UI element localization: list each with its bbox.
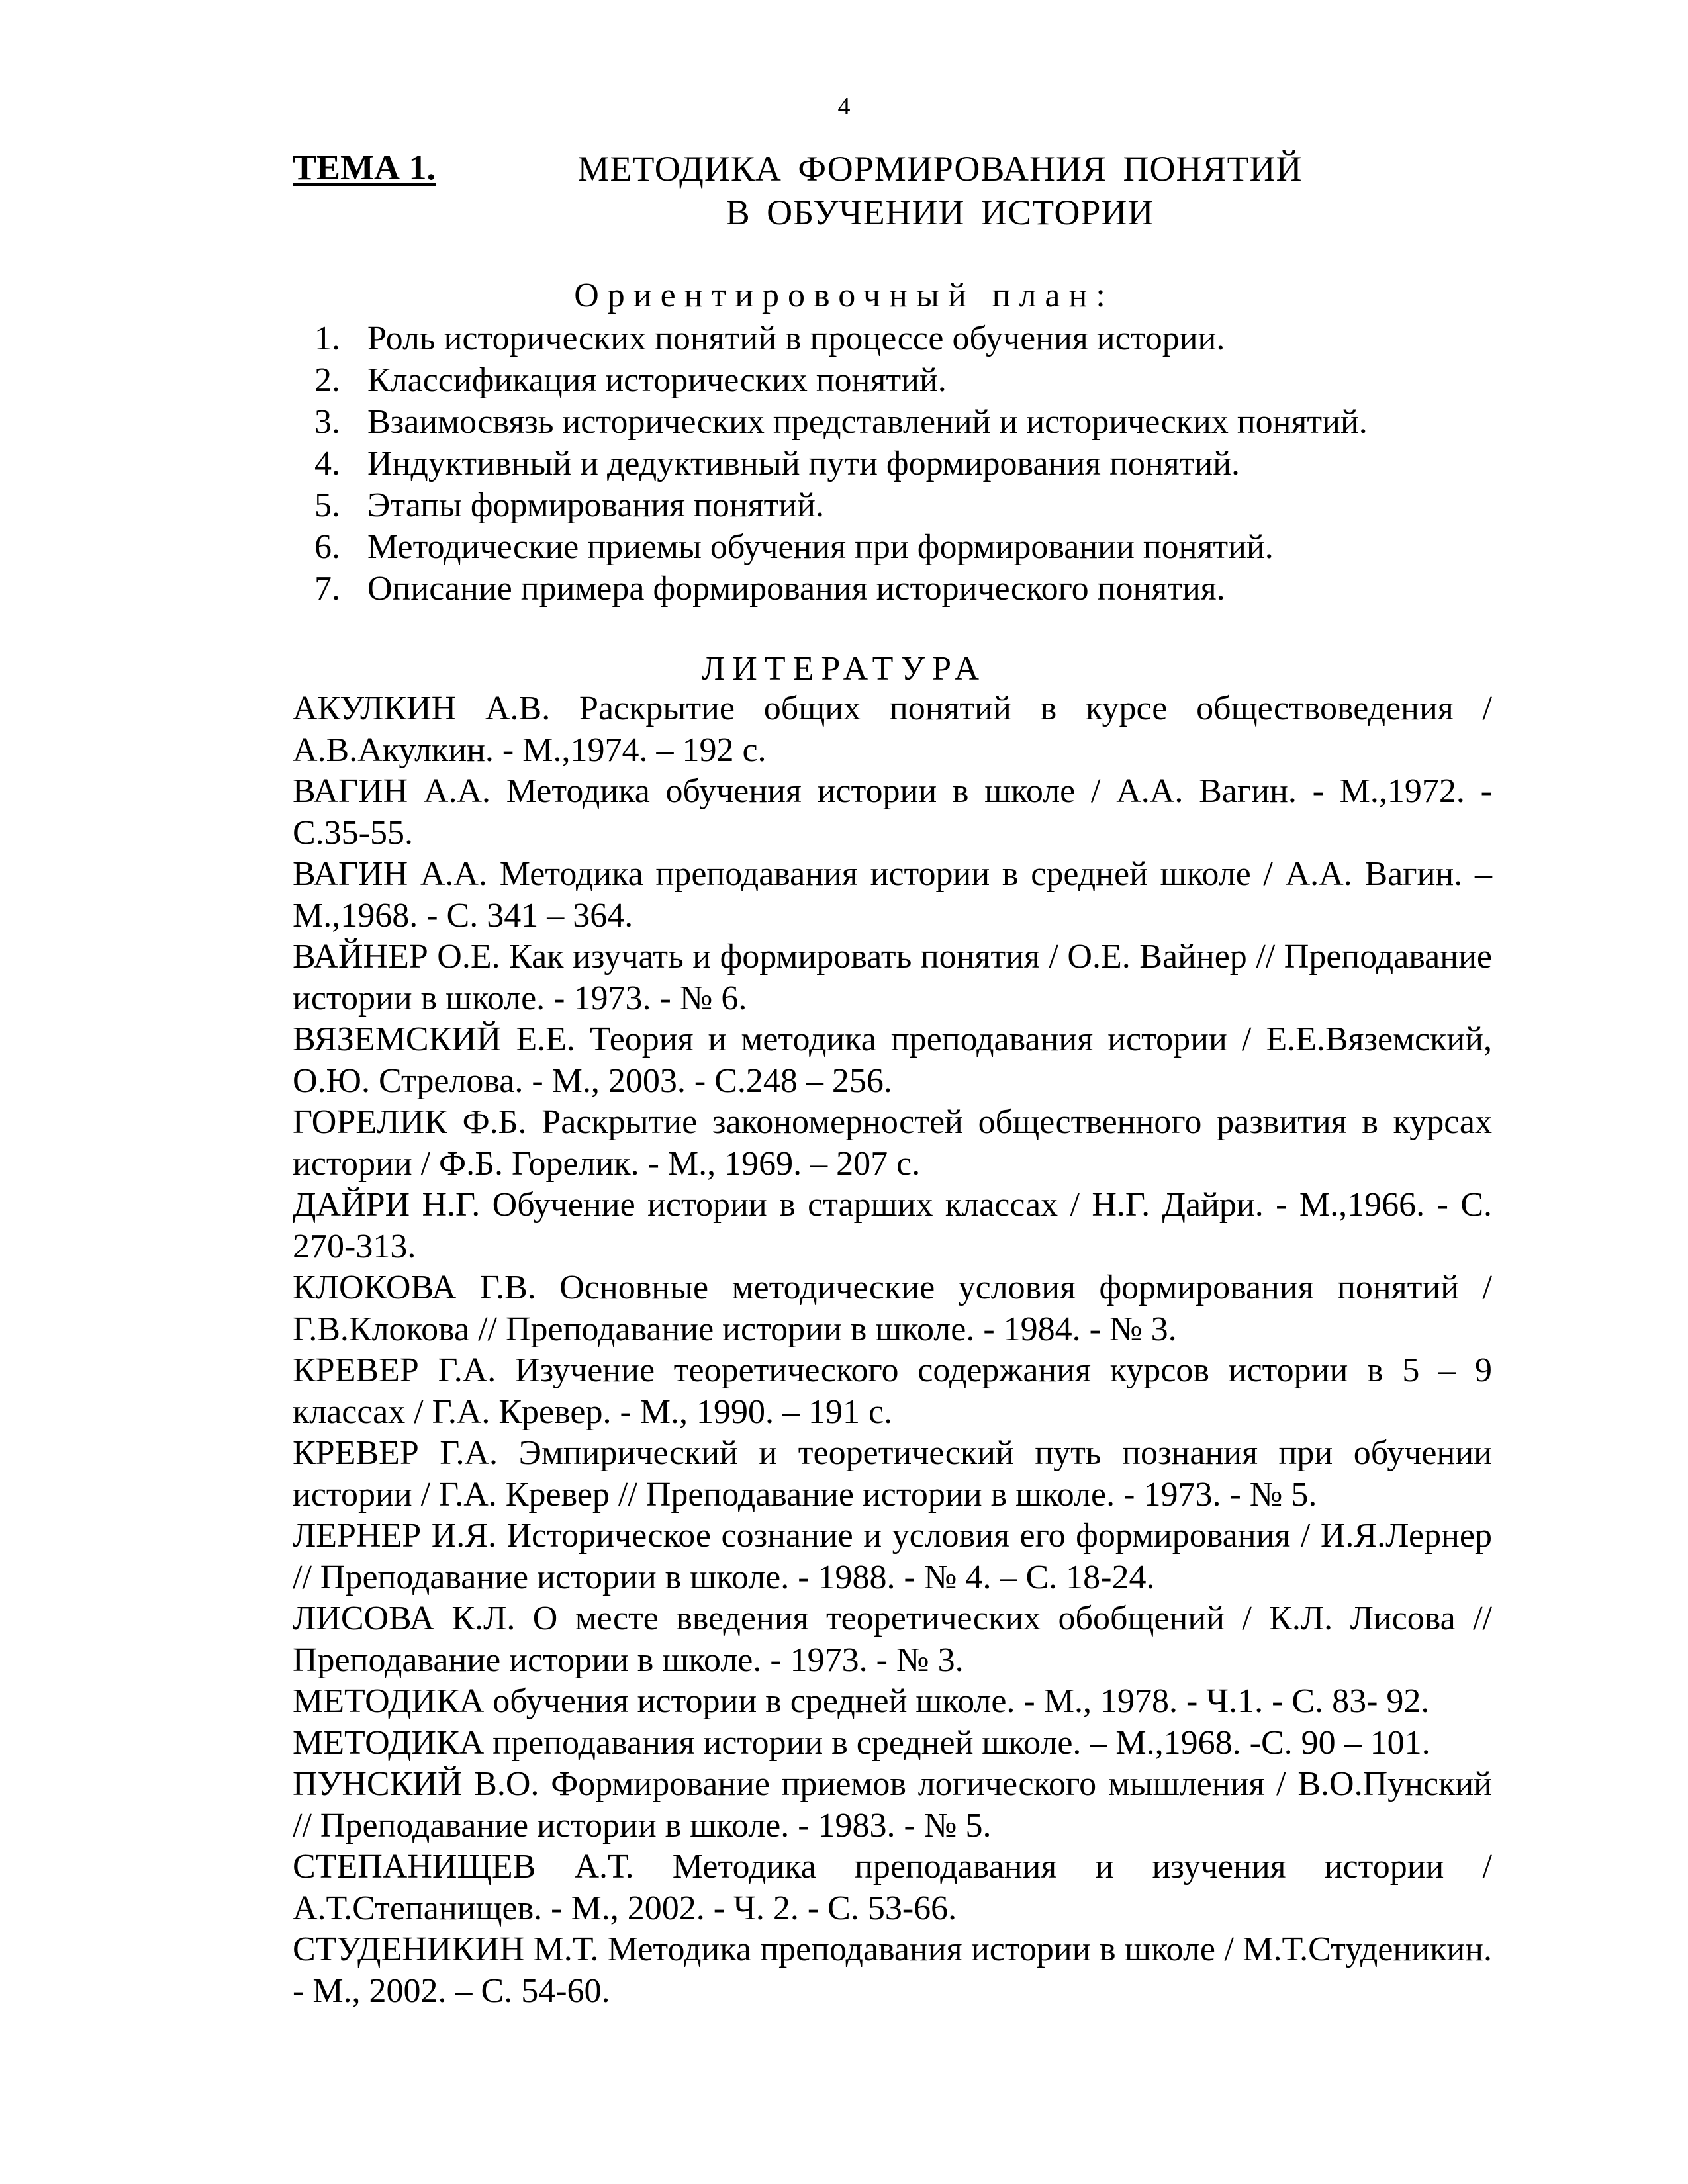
reference-entry: ВЯЗЕМСКИЙ Е.Е. Теория и методика преподавания истории / Е.Е.Вяземский, О.Ю. Стрелова. - М., 2003. - С.248 – 256. bbox=[293, 1021, 1492, 1100]
plan-item-number: 5. bbox=[314, 486, 340, 524]
plan-item-text: Методические приемы обучения при формировании понятий. bbox=[367, 528, 1274, 566]
page-number: 4 bbox=[837, 93, 851, 120]
plan-item-number: 1. bbox=[314, 320, 340, 357]
reference-entry: МЕТОДИКА обучения истории в средней школе. - М., 1978. - Ч.1. - С. 83- 92. bbox=[293, 1682, 1430, 1720]
reference-entry: КРЕВЕР Г.А. Изучение теоретического содержания курсов истории в 5 – 9 классах / Г.А. Кревер. - М., 1990. – 191 с. bbox=[293, 1351, 1492, 1431]
reference-entry: ВАЙНЕР О.Е. Как изучать и формировать понятия / О.Е. Вайнер // Преподавание истории в школе. - 1973. - № 6. bbox=[293, 938, 1492, 1017]
plan-item-number: 7. bbox=[314, 570, 340, 608]
plan-item bbox=[314, 568, 1368, 610]
reference-entry: МЕТОДИКА преподавания истории в средней школе. – М.,1968. -С. 90 – 101. bbox=[293, 1723, 1430, 1762]
plan-item-text: Роль исторических понятий в процессе обучения истории. bbox=[367, 320, 1225, 357]
reference-entry: ПУНСКИЙ В.О. Формирование приемов логического мышления / В.О.Пунский // Преподавание истории в школе. - 1983. - № 5. bbox=[293, 1765, 1492, 1844]
plan-item bbox=[314, 359, 1368, 401]
reference-entry: АКУЛКИН А.В. Раскрытие общих понятий в курсе обществоведения / А.В.Акулкин. - М.,1974. – 192 с. bbox=[293, 690, 1492, 769]
reference-entry: ДАЙРИ Н.Г. Обучение истории в старших классах / Н.Г. Дайри. - М.,1966. - С. 270-313. bbox=[293, 1186, 1492, 1265]
plan-heading: Ориентировочный план: bbox=[574, 277, 1114, 314]
literature-heading: ЛИТЕРАТУРА bbox=[702, 650, 986, 688]
reference-entry: СТЕПАНИЩЕВ А.Т. Методика преподавания и изучения истории / А.Т.Степанищев. - М., 2002. - Ч. 2. - С. 53-66. bbox=[293, 1848, 1492, 1927]
plan-item-text: Этапы формирования понятий. bbox=[367, 486, 824, 524]
plan-item-text: Индуктивный и дедуктивный пути формирования понятий. bbox=[367, 445, 1241, 482]
reference-entry: ГОРЕЛИК Ф.Б. Раскрытие закономерностей общественного развития в курсах истории / Ф.Б. Горелик. - М., 1969. – 207 с. bbox=[293, 1103, 1492, 1183]
plan-item-text: Описание примера формирования исторического понятия. bbox=[367, 570, 1225, 608]
topic-label: ТЕМА 1. bbox=[293, 148, 436, 187]
plan-list bbox=[314, 318, 1368, 610]
reference-entry: КРЕВЕР Г.А. Эмпирический и теоретический путь познания при обучении истории / Г.А. Кревер // Преподавание истории в школе. - 1973. - № 5. bbox=[293, 1434, 1492, 1514]
plan-item bbox=[314, 318, 1368, 359]
plan-item bbox=[314, 484, 1368, 526]
reference-entry: ВАГИН А.А. Методика обучения истории в школе / А.А. Вагин. - М.,1972. - С.35-55. bbox=[293, 772, 1492, 852]
plan-item-number: 4. bbox=[314, 445, 340, 482]
topic-title-line-1: МЕТОДИКА ФОРМИРОВАНИЯ ПОНЯТИЙ bbox=[577, 149, 1303, 189]
plan-item bbox=[314, 401, 1368, 443]
reference-entry: ЛЕРНЕР И.Я. Историческое сознание и условия его формирования / И.Я.Лернер // Преподавание истории в школе. - 1988. - № 4. – С. 18-24. bbox=[293, 1517, 1492, 1596]
topic-title-line-2: В ОБУЧЕНИИ ИСТОРИИ bbox=[726, 193, 1154, 232]
reference-entry: КЛОКОВА Г.В. Основные методические условия формирования понятий / Г.В.Клокова // Преподавание истории в школе. - 1984. - № 3. bbox=[293, 1269, 1492, 1348]
reference-list bbox=[293, 688, 1492, 2012]
plan-item-text: Классификация исторических понятий. bbox=[367, 361, 947, 399]
plan-item-text: Взаимосвязь исторических представлений и исторических понятий. bbox=[367, 403, 1368, 441]
plan-item-number: 6. bbox=[314, 528, 340, 566]
plan-item-number: 2. bbox=[314, 361, 340, 399]
plan-item-number: 3. bbox=[314, 403, 340, 441]
reference-entry: ЛИСОВА К.Л. О месте введения теоретических обобщений / К.Л. Лисова // Преподавание истории в школе. - 1973. - № 3. bbox=[293, 1600, 1492, 1679]
plan-item bbox=[314, 526, 1368, 568]
plan-item bbox=[314, 443, 1368, 484]
reference-entry: СТУДЕНИКИН М.Т. Методика преподавания истории в школе / М.Т.Студеникин. - М., 2002. – С. 54-60. bbox=[293, 1931, 1492, 2010]
reference-entry: ВАГИН А.А. Методика преподавания истории в средней школе / А.А. Вагин. – М.,1968. - С. 341 – 364. bbox=[293, 855, 1492, 934]
topic-title bbox=[397, 147, 1483, 234]
